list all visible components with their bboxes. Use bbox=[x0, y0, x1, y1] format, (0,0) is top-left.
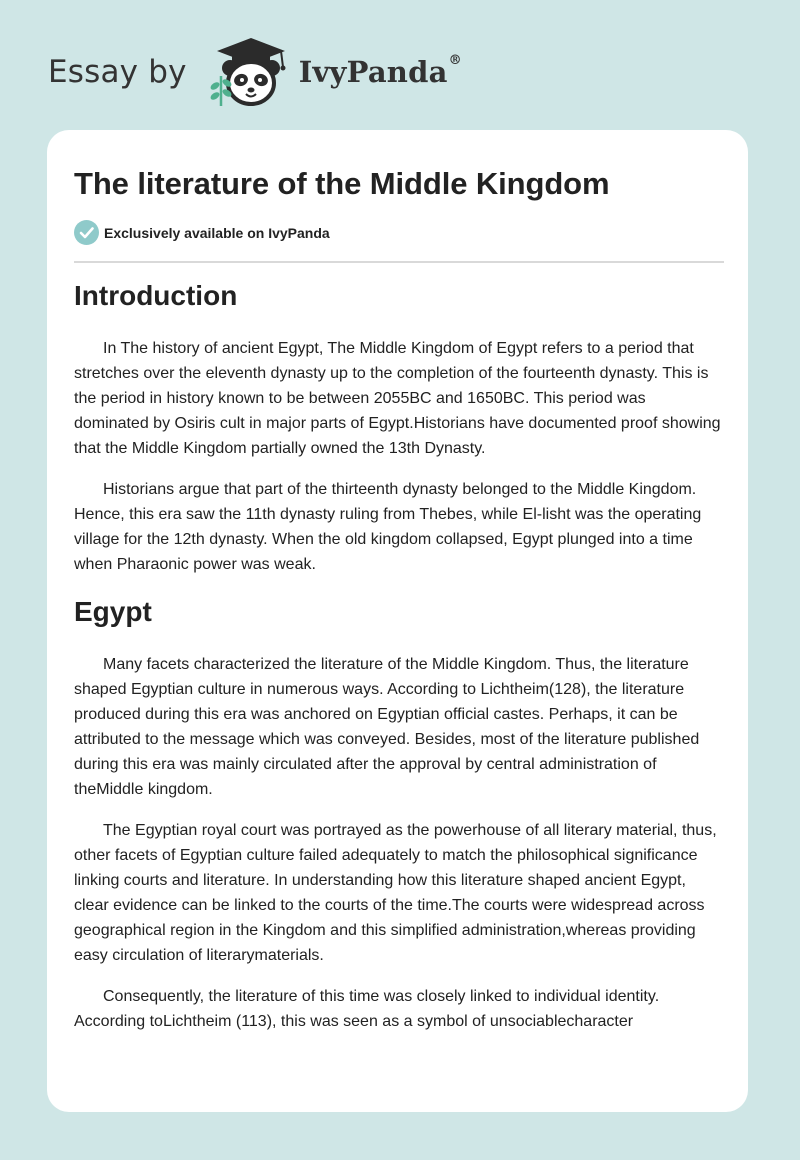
exclusive-badge-label: Exclusively available on IvyPanda bbox=[104, 224, 330, 241]
page-title: The literature of the Middle Kingdom bbox=[74, 166, 610, 201]
site-header bbox=[48, 36, 462, 108]
article-body bbox=[74, 280, 724, 1034]
section-heading-introduction: Introduction bbox=[74, 280, 238, 311]
check-circle-icon bbox=[74, 220, 99, 245]
registered-mark: ® bbox=[448, 53, 462, 68]
essay-card bbox=[47, 130, 748, 1112]
paragraph: Many facets characterized the literature of the Middle Kingdom. Thus, the literature shaped Egyptian culture in numerous ways. According to Lichtheim(128), the literature produced during this era was anchored on Egyptian official castes. Perhaps, it can be attributed to the message which was conveyed. Besides, most of the literature published during this era was mainly circulated after the approval by central administration of theMiddle kingdom. bbox=[74, 656, 700, 798]
paragraph: In The history of ancient Egypt, The Middle Kingdom of Egypt refers to a period that stretches over the eleventh dynasty up to the completion of the fourteenth dynasty. This is the period in history known to be between 2055BC and 1650BC. This period was dominated by Osiris cult in major parts of Egypt.Historians have documented proof showing that the Middle Kingdom partially owned the 13th Dynasty. bbox=[74, 340, 721, 457]
title-divider bbox=[74, 261, 724, 263]
essay-by-label: Essay by bbox=[48, 54, 187, 90]
paragraph: Consequently, the literature of this time was closely linked to individual identity. According toLichtheim (113), this was seen as a symbol of unsociablecharacter bbox=[74, 988, 660, 1030]
section-heading-egypt: Egypt bbox=[74, 596, 152, 627]
brand-text: IvyPanda bbox=[298, 55, 448, 89]
paragraph: The Egyptian royal court was portrayed as the powerhouse of all literary material, thus, other facets of Egyptian culture failed adequately to match the philosophical significance linking courts and literature. In understanding how this literature shaped ancient Egypt, clear evidence can be linked to the courts of the time.The courts were widespread across geographical region in the Kingdom and this simplified administration,whereas providing easy circulation of literarymaterials. bbox=[74, 822, 717, 964]
exclusive-badge bbox=[74, 220, 330, 245]
panda-graduation-cap-logo-icon[interactable] bbox=[205, 36, 297, 108]
paragraph: Historians argue that part of the thirteenth dynasty belonged to the Middle Kingdom. Hence, this era saw the 11th dynasty ruling from Thebes, while El-lisht was the operating village for the 12th dynasty. When the old kingdom collapsed, Egypt plunged into a time when Pharaonic power was weak. bbox=[74, 481, 702, 573]
brand-name[interactable] bbox=[299, 55, 462, 89]
